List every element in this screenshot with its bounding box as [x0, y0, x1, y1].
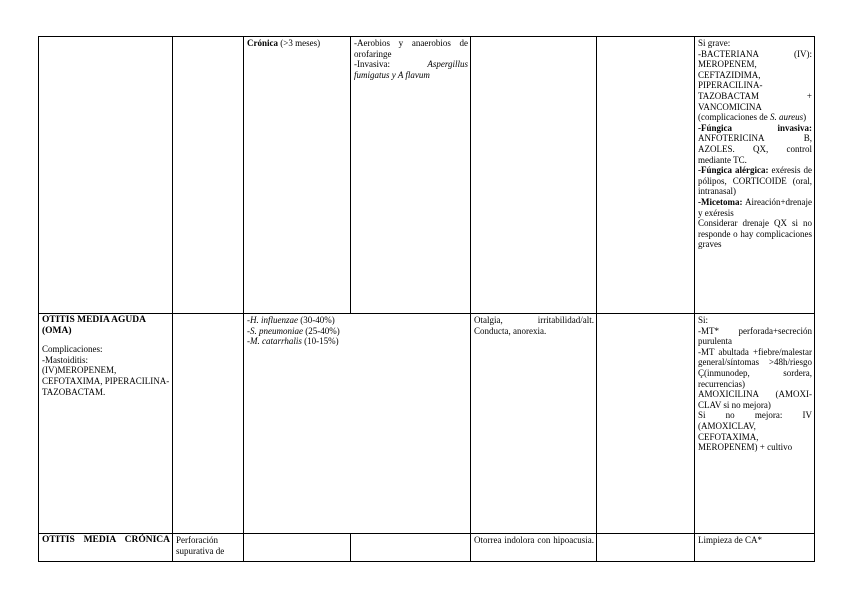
clinical-table	[38, 36, 815, 562]
cell-classification	[244, 534, 351, 562]
oma-mt-perforada: -MT* perforada+secreción purulenta	[698, 325, 812, 347]
cell-condition	[39, 534, 173, 562]
table-row	[39, 534, 815, 562]
mastoiditis-treatment: (IV)MEROPENEM, CEFOTAXIMA, PIPERACILINA-TAZOBACTAM.	[42, 365, 170, 397]
oma-mt-abultada: -MT abultada +fiebre/malestar general/síntomas >48h/riesgo Ç(inmunodep, sordera, recurrencias)	[698, 346, 812, 389]
oma-amoxicilina: AMOXICILINA (AMOXI-CLAV si no mejora)	[698, 389, 812, 410]
micetoma-text: -Micetoma: Aireación+drenaje y exéresis	[698, 196, 812, 218]
aerobios-text: -Aerobios y anaerobios de orofaringe	[354, 38, 468, 59]
omc-treatment: Limpieza de CA*	[698, 535, 762, 545]
cell-diagnosis	[597, 314, 695, 534]
complicaciones-label: Complicaciones:	[42, 344, 103, 355]
cell-treatment	[695, 37, 815, 314]
cell-pathophysiology	[173, 534, 244, 562]
cell-clinical	[471, 534, 597, 562]
fungica-alergica-text: -Fúngica alérgica: exéresis de pólipos, CORTICOIDE (oral, intranasal)	[698, 165, 813, 197]
si-grave-text: Si grave:	[698, 38, 731, 48]
considerar-text: Considerar drenaje QX si no responde o hay complicaciones graves	[698, 218, 812, 250]
cell-classification	[244, 37, 351, 314]
cell-clinical	[471, 37, 597, 314]
cell-condition	[39, 314, 173, 534]
cell-pathophysiology	[173, 314, 244, 534]
oma-no-mejora: Si no mejora: IV (AMOXICLAV, CEFOTAXIMA, MEROPENEM) + cultivo	[698, 410, 812, 453]
omc-title: OTITIS MEDIA CRÓNICA	[42, 535, 170, 545]
organism-item: -M. catarrhalis (10-15%)	[247, 336, 339, 347]
table-row	[39, 314, 815, 534]
organism-item: -H. influenzae (30-40%)	[247, 315, 335, 325]
cell-treatment	[695, 314, 815, 534]
table-row	[39, 37, 815, 314]
omc-clinica: Otorrea indolora con hipoacusia.	[474, 535, 594, 545]
oma-si: Si:	[698, 315, 709, 325]
cell-etiology	[351, 37, 471, 314]
oma-clinica: Otalgia, irritabilidad/alt. Conducta, anorexia.	[474, 315, 594, 336]
cell-clinical	[471, 314, 597, 534]
cell-diagnosis	[597, 534, 695, 562]
complicaciones-text: (complicaciones de S. aureus)	[698, 112, 807, 123]
mastoiditis-label: -Mastoiditis:	[42, 354, 89, 365]
cell-etiology	[351, 534, 471, 562]
organism-item: -S. pneumoniae (25-40%)	[247, 325, 340, 336]
invasiva-text: -Invasiva: Aspergillus fumigatus y A flavum	[354, 59, 468, 80]
cell-etiology	[244, 314, 471, 534]
oma-title: OTITIS MEDIA AGUDA (OMA)	[42, 315, 146, 336]
cell-condition	[39, 37, 173, 314]
cell-diagnosis	[597, 37, 695, 314]
cronica-duration: (>3 meses)	[278, 38, 321, 48]
cell-pathophysiology	[173, 37, 244, 314]
cell-treatment	[695, 534, 815, 562]
bacteriana-text: -BACTERIANA (IV): MEROPENEM, CEFTAZIDIMA, PIPERACILINA-TAZOBACTAM + VANCOMICINA	[698, 48, 812, 112]
omc-perforacion: Perforación supurativa de	[176, 535, 225, 556]
fungica-invasiva-text: -Fúngica invasiva: ANFOTERICINA B, AZOLES. QX, control mediante TC.	[698, 122, 812, 165]
cronica-label: Crónica	[247, 38, 278, 48]
